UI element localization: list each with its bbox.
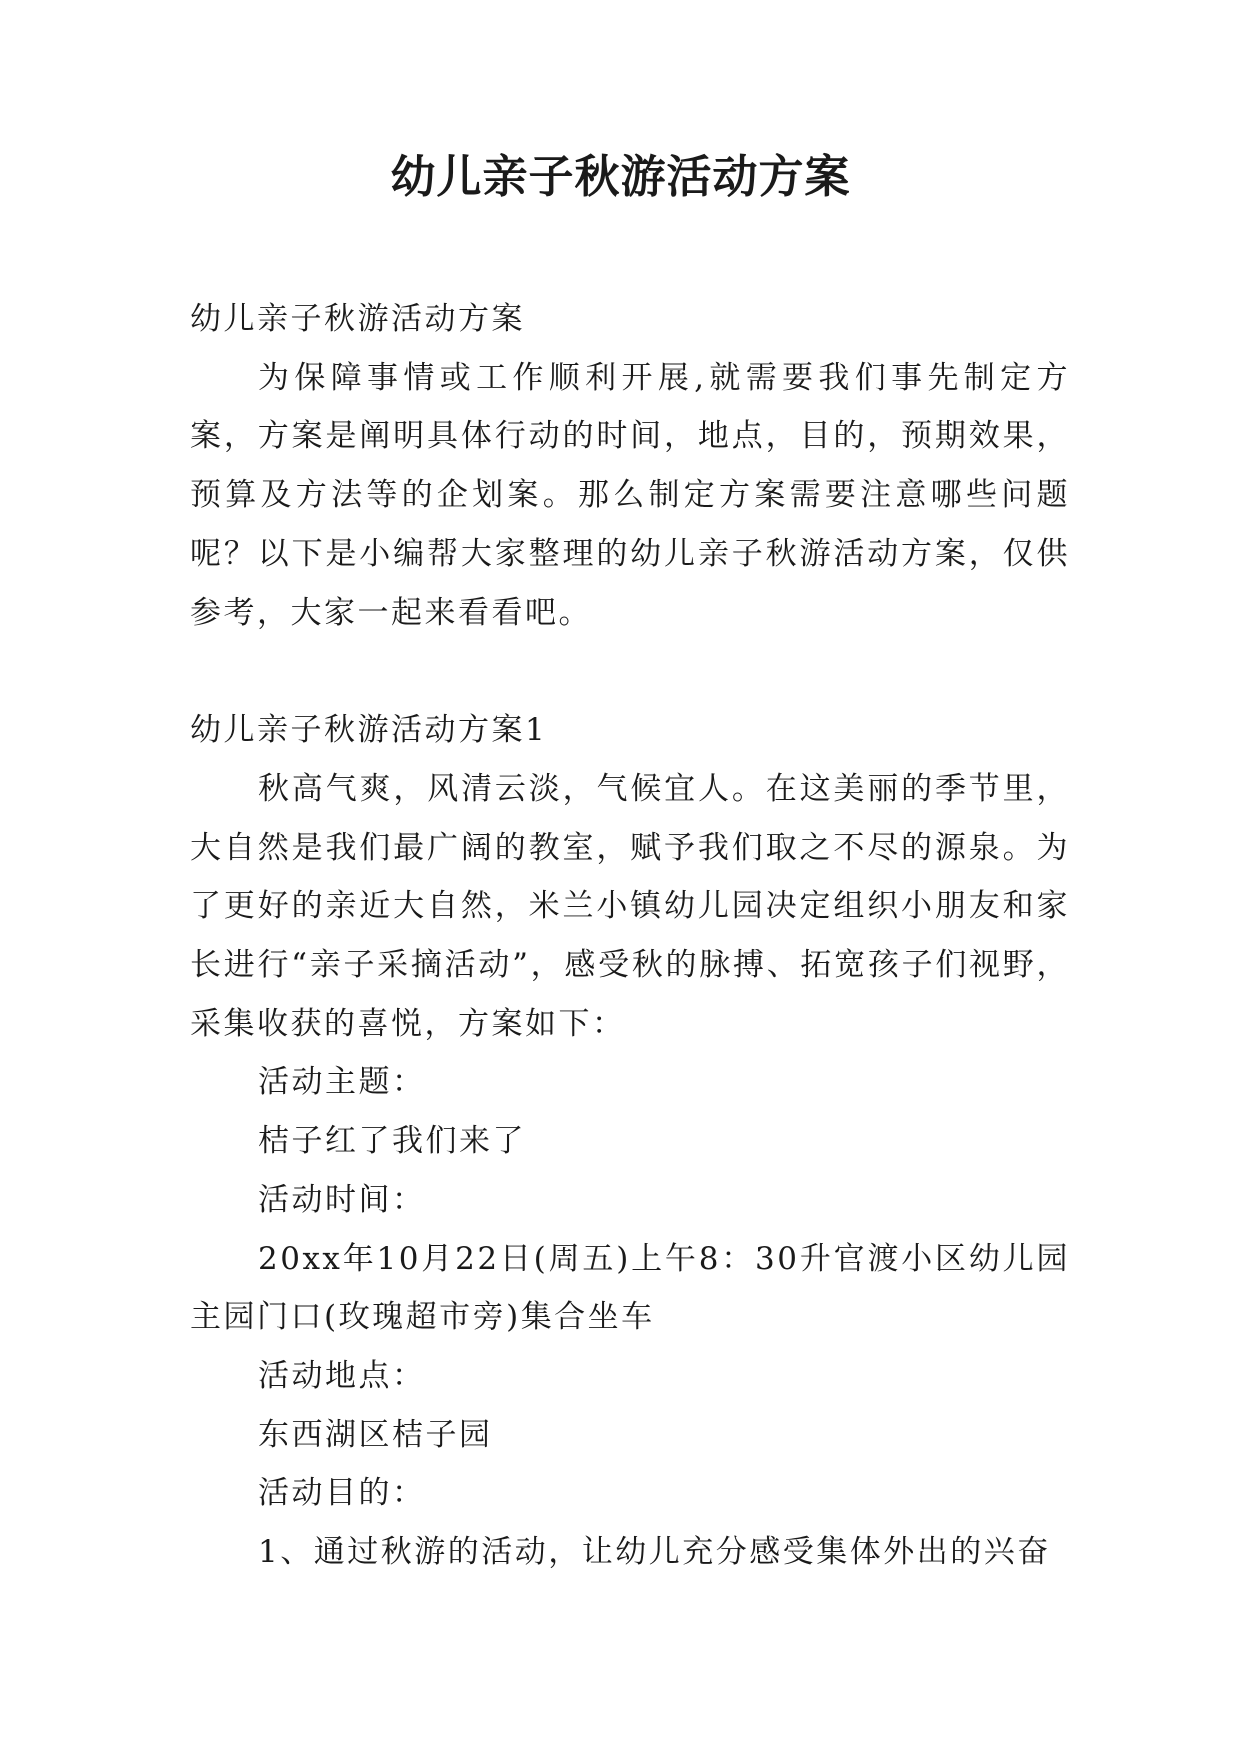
time-value: 20xx年10月22日(周五)上午8：30升官渡小区幼儿园主园门口(玫瑰超市旁)集合坐车 <box>190 1240 1070 1336</box>
section-paragraph: 秋高气爽，风清云淡，气候宜人。在这美丽的季节里，大自然是我们最广阔的教室，赋予我们取之不尽的源泉。为了更好的亲近大自然，米兰小镇幼儿园决定组织小朋友和家长进行“亲子采摘活动”，感受秋的脉搏、拓宽孩子们视野，采集收获的喜悦，方案如下： <box>190 770 1070 1042</box>
place-value: 东西湖区桔子园 <box>258 1416 493 1453</box>
section-heading: 幼儿亲子秋游活动方案1 <box>190 712 548 749</box>
goal-item-1: 1、通过秋游的活动，让幼儿充分感受集体外出的兴奋 <box>258 1534 1051 1571</box>
place-label: 活动地点： <box>258 1357 426 1394</box>
time-label: 活动时间： <box>258 1181 426 1218</box>
subtitle: 幼儿亲子秋游活动方案 <box>190 301 525 337</box>
spacer <box>190 642 1070 701</box>
document-title: 幼儿亲子秋游活动方案 <box>390 150 851 203</box>
intro-paragraph: 为保障事情或工作顺利开展,就需要我们事先制定方案，方案是阐明具体行动的时间，地点，目的，预期效果，预算及方法等的企划案。那么制定方案需要注意哪些问题呢？以下是小编帮大家整理的幼儿亲子秋游活动方案，仅供参考，大家一起来看看吧。 <box>190 359 1070 631</box>
document-body <box>190 290 1070 1582</box>
theme-value: 桔子红了我们来了 <box>258 1123 526 1160</box>
theme-label: 活动主题： <box>258 1064 426 1101</box>
goal-label: 活动目的： <box>258 1475 426 1512</box>
